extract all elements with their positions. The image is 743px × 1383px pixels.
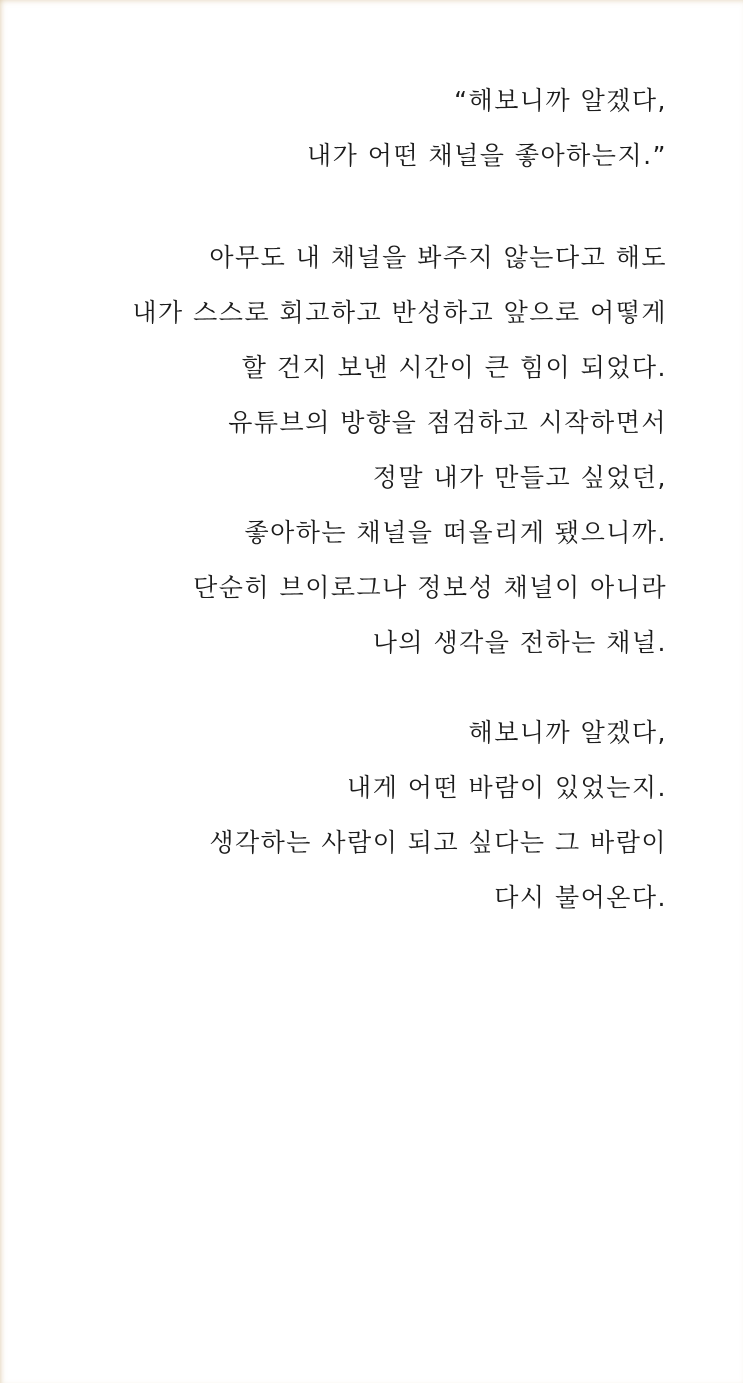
text-line: 아무도 내 채널을 봐주지 않는다고 해도 bbox=[209, 243, 667, 272]
text-line: 내가 어떤 채널을 좋아하는지.” bbox=[306, 141, 667, 170]
text-line: 나의 생각을 전하는 채널. bbox=[372, 628, 667, 657]
stanza-body bbox=[67, 230, 667, 670]
text-line: 내게 어떤 바람이 있었는지. bbox=[347, 773, 667, 802]
text-line: 유튜브의 방향을 점검하고 시작하면서 bbox=[228, 408, 667, 437]
text-line: 단순히 브이로그나 정보성 채널이 아니라 bbox=[193, 573, 667, 602]
stanza-closing bbox=[67, 705, 667, 925]
text-line: 정말 내가 만들고 싶었던, bbox=[372, 463, 667, 492]
text-line: 좋아하는 채널을 떠올리게 됐으니까. bbox=[244, 518, 667, 547]
text-line: 내가 스스로 회고하고 반성하고 앞으로 어떻게 bbox=[132, 298, 667, 327]
text-line: 다시 불어온다. bbox=[494, 883, 667, 912]
stanza-opening-quote bbox=[67, 73, 667, 183]
text-line: “해보니까 알겠다, bbox=[454, 86, 667, 115]
text-line: 해보니까 알겠다, bbox=[468, 718, 667, 747]
text-line: 생각하는 사람이 되고 싶다는 그 바람이 bbox=[209, 828, 667, 857]
text-line: 할 건지 보낸 시간이 큰 힘이 되었다. bbox=[241, 353, 667, 382]
